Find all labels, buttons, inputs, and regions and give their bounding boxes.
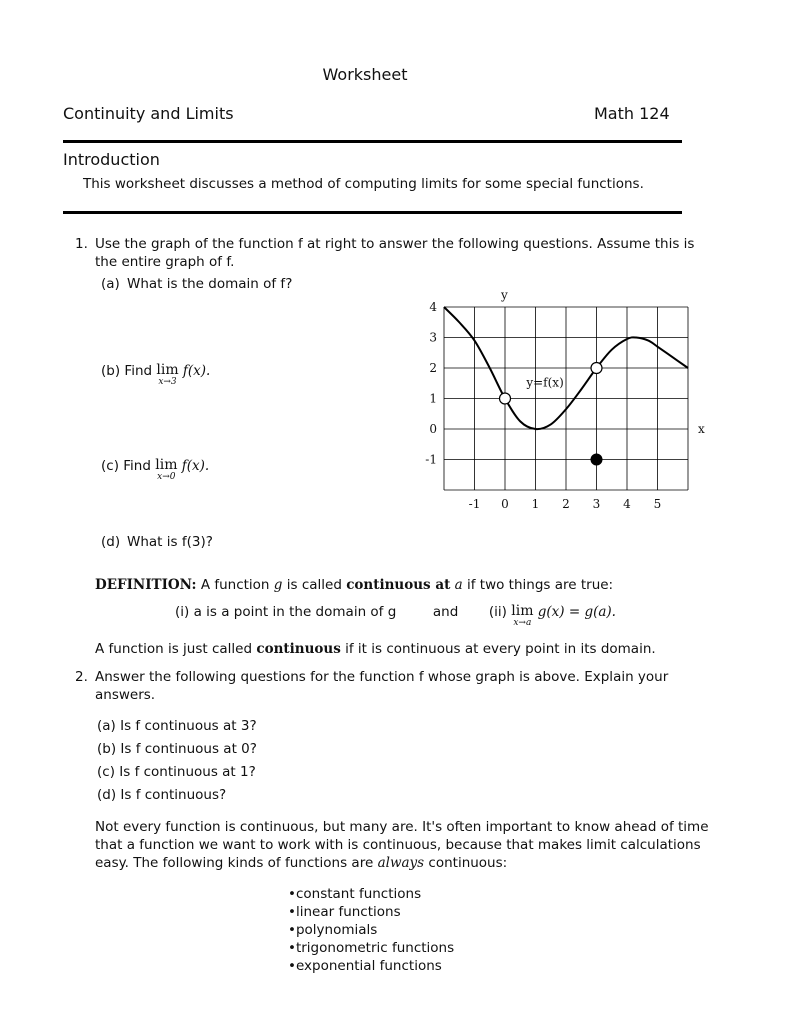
intro-divider: [63, 211, 682, 214]
q1a-text: What is the domain of f?: [127, 276, 293, 292]
intro-heading: Introduction: [63, 150, 160, 169]
q2c: (c) Is f continuous at 1?: [97, 764, 256, 780]
q1b-label: (b): [101, 363, 121, 379]
function-list: [288, 885, 454, 975]
y-tick-label: 2: [429, 361, 437, 375]
continuous-definition: A function is just called continuous if it is continuous at every point in its domain.: [95, 641, 656, 657]
x-tick-label: 4: [623, 497, 631, 511]
q1-text-line1: Use the graph of the function f at right to answer the following questions. Assume this is: [95, 236, 695, 252]
q2d: (d) Is f continuous?: [97, 787, 227, 803]
q1b-row: [101, 363, 210, 387]
closing-line3: easy. The following kinds of functions are always continuous:: [95, 855, 508, 871]
condition-1: a is a point in the domain of g: [193, 604, 397, 620]
list-item: •linear functions: [288, 904, 401, 920]
q2-text-line1: Answer the following questions for the function f whose graph is above. Explain your: [95, 669, 669, 685]
y-tick-label: 3: [429, 330, 437, 345]
q1-number: 1.: [75, 236, 88, 252]
open-point: [591, 363, 602, 374]
q2a: (a) Is f continuous at 3?: [97, 718, 257, 734]
y-axis-label: y: [501, 288, 508, 302]
subject-title: Continuity and Limits: [63, 104, 234, 123]
definition-term: continuous at: [346, 577, 451, 593]
definition-line: DEFINITION: A function g is called continuous at a if two things are true:: [95, 577, 614, 593]
open-point: [500, 393, 511, 404]
intro-text: This worksheet discusses a method of computing limits for some special functions.: [83, 176, 644, 192]
x-tick-label: 0: [501, 497, 509, 511]
list-item: •exponential functions: [288, 958, 442, 974]
list-item: •trigonometric functions: [288, 940, 455, 956]
q2b: (b) Is f continuous at 0?: [97, 741, 257, 757]
list-item: •polynomials: [288, 922, 378, 938]
q1b-prefix: Find: [124, 363, 153, 379]
y-tick-label: 4: [429, 300, 437, 314]
x-tick-label: 3: [592, 497, 601, 511]
function-graph: [415, 285, 715, 545]
q1c-row: [101, 458, 209, 482]
closed-point: [591, 454, 602, 465]
q1d-text: What is f(3)?: [127, 534, 213, 550]
definition-conditions: (i) a is a point in the domain of g and (ii) lim x→a g(x) = g(a).: [175, 603, 616, 628]
q1d-label: (d): [101, 534, 121, 550]
graph-grid: [444, 307, 688, 490]
header-divider: [63, 140, 682, 143]
x-axis-label: x: [698, 422, 705, 436]
x-tick-label: 5: [653, 497, 662, 511]
q1c-expr: f(x).: [181, 458, 210, 474]
q1a-label: (a): [101, 276, 120, 292]
closing-line1: Not every function is continuous, but many are. It's often important to know ahead of time: [95, 819, 709, 835]
x-tick-label: 2: [562, 497, 570, 511]
q1c-label: (c): [101, 458, 119, 474]
q1-text-line2: the entire graph of f.: [95, 254, 235, 270]
y-tick-label: 0: [429, 422, 437, 436]
q2-text-line2: answers.: [95, 687, 156, 703]
condition-2-expr: g(x) = g(a).: [537, 604, 616, 620]
definition-label: DEFINITION:: [95, 577, 197, 593]
x-tick-label: -1: [468, 497, 481, 511]
q1b-expr: f(x).: [182, 363, 211, 379]
graph-tick-labels: [425, 300, 661, 511]
y-tick-label: -1: [425, 452, 437, 467]
q1c-prefix: Find: [123, 458, 151, 474]
q2-number: 2.: [75, 669, 88, 685]
list-item: •constant functions: [288, 886, 422, 902]
closing-line2: that a function we want to work with is continuous, because that makes limit calculations: [95, 837, 701, 853]
worksheet-title: Worksheet: [322, 65, 408, 84]
condition-2-limit: lim x→a: [511, 603, 534, 628]
q1b-limit: lim x→3: [156, 362, 179, 387]
curve-label: y=f(x): [526, 375, 564, 390]
x-tick-label: 1: [531, 497, 540, 511]
q1c-limit: lim x→0: [155, 457, 178, 482]
course-number: Math 124: [594, 104, 670, 123]
y-tick-label: 1: [429, 391, 437, 406]
